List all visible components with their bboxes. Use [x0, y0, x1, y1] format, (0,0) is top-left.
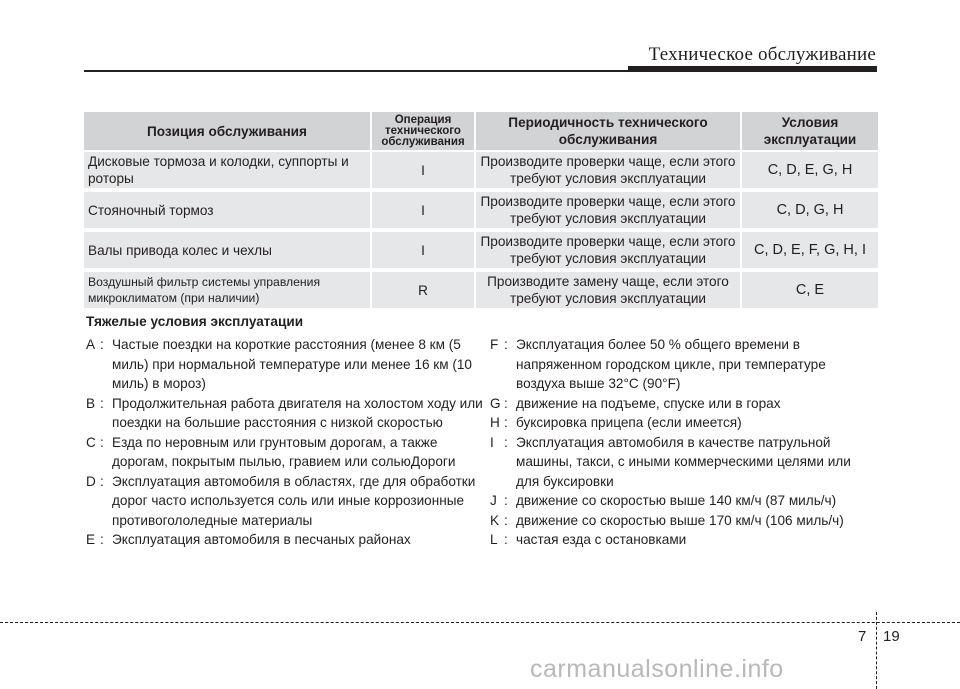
condition-letter: C: [86, 434, 96, 450]
condition-text: частая езда с остановками: [516, 532, 687, 547]
condition-item: A : Частые поездки на короткие расстояния (менее 8 км (5 миль) при нормальной температуре или менее 16 км (10 миль) в мороз): [86, 335, 486, 394]
condition-letter: A: [86, 337, 96, 352]
condition-letter: B: [86, 395, 96, 411]
condition-item: C : Езда по неровным или грунтовым дорогам, а также дорогам, покрытым пылью, гравием или сольюДороги: [86, 433, 486, 472]
cell-conditions: C, D, E, G, H: [742, 152, 878, 192]
condition-item: D : Эксплуатация автомобиля в областях, где для обработки дорог часто используется соль или иные коррозионные противогололедные материалы: [86, 472, 486, 531]
cell-conditions: C, D, E, F, G, H, I: [742, 232, 878, 272]
header-operation: Операция технического обслуживания: [372, 112, 476, 152]
condition-letter: J: [490, 493, 497, 508]
condition-letter: I: [490, 434, 494, 450]
header-period: Периодичность технического обслуживания: [476, 112, 742, 152]
table-row: [84, 152, 878, 192]
conditions-list-right: [490, 335, 870, 550]
chapter-number: 7: [858, 628, 867, 645]
condition-item: I : Эксплуатация автомобиля в качестве патрульной машины, такси, с иными коммерческими целями или для буксировки: [490, 433, 870, 492]
footer-divider: [876, 612, 877, 689]
condition-text: движение со скоростью выше 140 км/ч (87 миль/ч): [516, 493, 837, 508]
conditions-title: Тяжелые условия эксплуатации: [86, 314, 304, 329]
condition-letter: L: [490, 532, 498, 547]
header-rule-accent: [628, 66, 877, 72]
table-row: [84, 272, 878, 312]
watermark: carmanualsonline.info: [530, 655, 784, 683]
header-conditions: Условия эксплуатации: [742, 112, 878, 152]
condition-text: Эксплуатация автомобиля в областях, где для обработки дорог часто используется соль или иные коррозионные противогололедные материалы: [112, 473, 476, 528]
condition-text: Эксплуатация автомобиля в качестве патрульной машины, такси, с иными коммерческими целями или для буксировки: [516, 434, 851, 489]
condition-item: H : буксировка прицепа (если имеется): [490, 413, 870, 433]
condition-text: Езда по неровным или грунтовым дорогам, а также дорогам, покрытым пылью, гравием или сольюДороги: [112, 434, 456, 469]
footer-rule: [0, 622, 960, 623]
condition-letter: F: [490, 337, 499, 352]
condition-letter: K: [490, 512, 500, 528]
condition-text: Эксплуатация автомобиля в песчаных районах: [112, 532, 411, 547]
cell-period: Производите проверки чаще, если этого требуют условия эксплуатации: [476, 192, 742, 232]
cell-position: Дисковые тормоза и колодки, суппорты и роторы: [84, 152, 372, 192]
condition-text: движение со скоростью выше 170 км/ч (106 миль/ч): [516, 512, 844, 528]
cell-operation: R: [372, 272, 476, 312]
condition-text: буксировка прицепа (если имеется): [516, 415, 742, 430]
cell-period: Производите проверки чаще, если этого требуют условия эксплуатации: [476, 232, 742, 272]
condition-text: Частые поездки на короткие расстояния (менее 8 км (5 миль) при нормальной температуре или менее 16 км (10 миль) в мороз): [112, 337, 472, 391]
condition-text: Продолжительная работа двигателя на холостом ходу или поездки на большие расстояния с низкой скоростью: [112, 395, 483, 430]
page-header-title: Техническое обслуживание: [648, 44, 876, 65]
condition-item: G : движение на подъеме, спуске или в горах: [490, 394, 870, 414]
table-header-row: [84, 112, 878, 152]
condition-item: J : движение со скоростью выше 140 км/ч (87 миль/ч): [490, 491, 870, 511]
cell-period: Производите замену чаще, если этого требуют условия эксплуатации: [476, 272, 742, 312]
header-position: Позиция обслуживания: [84, 112, 372, 152]
header-rule: [84, 70, 628, 72]
cell-period: Производите проверки чаще, если этого требуют условия эксплуатации: [476, 152, 742, 192]
condition-item: K : движение со скоростью выше 170 км/ч (106 миль/ч): [490, 511, 870, 531]
maintenance-table: [84, 112, 878, 312]
cell-position: Стояночный тормоз: [84, 192, 372, 232]
cell-conditions: C, D, G, H: [742, 192, 878, 232]
cell-conditions: C, E: [742, 272, 878, 312]
condition-item: L : частая езда с остановками: [490, 530, 870, 550]
conditions-list-left: [86, 335, 486, 550]
condition-text: Эксплуатация более 50 % общего времени в напряженном городском цикле, при температуре воздуха выше 32°C (90°F): [516, 337, 826, 391]
page-number: 19: [883, 628, 900, 645]
condition-letter: D: [86, 473, 96, 489]
condition-item: E : Эксплуатация автомобиля в песчаных районах: [86, 530, 486, 550]
condition-letter: G: [490, 395, 501, 411]
cell-operation: I: [372, 152, 476, 192]
cell-operation: I: [372, 192, 476, 232]
table-row: [84, 232, 878, 272]
cell-position: Воздушный фильтр системы управления микроклиматом (при наличии): [84, 272, 372, 312]
condition-letter: H: [490, 415, 500, 430]
condition-letter: E: [86, 532, 96, 547]
cell-operation: I: [372, 232, 476, 272]
table-row: [84, 192, 878, 232]
condition-item: F : Эксплуатация более 50 % общего времени в напряженном городском цикле, при температуре воздуха выше 32°C (90°F): [490, 335, 870, 394]
condition-item: B : Продолжительная работа двигателя на холостом ходу или поездки на большие расстояния с низкой скоростью: [86, 394, 486, 433]
cell-position: Валы привода колес и чехлы: [84, 232, 372, 272]
condition-text: движение на подъеме, спуске или в горах: [516, 395, 781, 411]
